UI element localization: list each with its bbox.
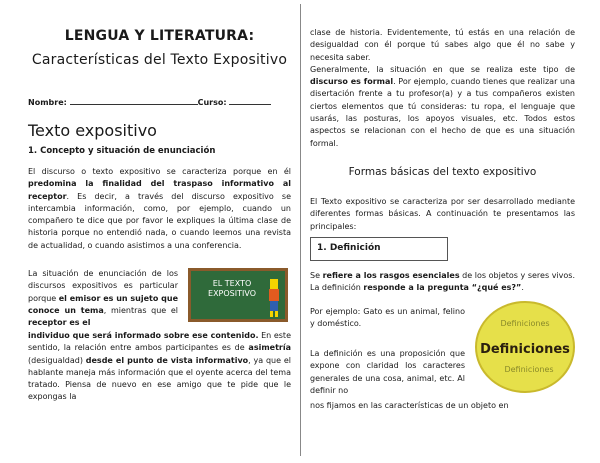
text-run: . Por ejemplo, cuando tienes que realizar una disertación frente a tu profesor(a) y a tus compañeros existen ciertos elementos que tú consideras: tu ropa, el lenguaje que usarás, las posturas, los apoyos visuales, etc. Todos estos aspectos se relacionan con el hecho de que es una situación formal.	[310, 77, 575, 148]
definition-box	[310, 237, 448, 261]
text-run: clase de historia. Evidentemente, tú estás en una relación de desigualdad con él porque tú sabes algo que él no sabe y necesita saber.	[310, 28, 575, 62]
paragraph-intro	[28, 166, 291, 252]
nombre-label: Nombre:	[28, 98, 70, 107]
text-run: . Es decir, a través del discurso expositivo se intercambia información, como, por ejemplo, cuando un compañero te dice que por favor le expliques la última clase de historia porque no entendió nada, o cuando leemos una revista de actualidad, o cuando asistimos a una conferencia.	[28, 191, 291, 250]
text-run: En este sentido, la relación entre ambos participantes es de	[28, 331, 291, 353]
paragraph-formal-situation	[310, 27, 575, 150]
text-run: de los objetos y seres vivos. La definición	[310, 271, 575, 293]
worksheet-title: Características del Texto Expositivo	[31, 52, 288, 68]
chalkboard-image	[188, 268, 288, 322]
badge-top-text: Definiciones	[500, 319, 550, 328]
paragraph-asymmetry	[28, 330, 291, 404]
text-run: , ya que el hablante maneja más información que el oyente acerca del tema tratado. Piensa de nuevo en ese amigo que te pide que le expongas la	[28, 355, 291, 402]
subsection-heading: 1. Concepto y situación de enunciación	[28, 146, 216, 156]
text-run: (desigualdad)	[28, 355, 86, 365]
badge-bottom-text: Definiciones	[504, 365, 554, 374]
student-info-line	[28, 97, 291, 107]
text-run: .	[521, 283, 524, 293]
subject-title: LENGUA Y LITERATURA:	[64, 28, 255, 44]
text-bold: discurso es formal	[310, 77, 394, 87]
text-bold: refiere a los rasgos esenciales	[322, 271, 460, 280]
badge-main-text: Definiciones	[480, 342, 570, 357]
text-bold: predomina la finalidad del traspaso informativo al receptor	[28, 179, 291, 201]
paragraph-example: Por ejemplo: Gato es un animal, felino y doméstico.	[310, 307, 465, 329]
paragraph-definition	[310, 270, 575, 295]
section-heading: Texto expositivo	[28, 121, 157, 140]
text-run: Generalmente, la situación en que se realiza este tipo de	[310, 64, 575, 74]
nombre-blank	[70, 97, 198, 105]
paragraph-formas-intro: El Texto expositivo se caracteriza por ser desarrollado mediante diferentes formas básicas. A continuación te presentamos las principales:	[310, 197, 575, 231]
definition-box-label: 1. Definición	[317, 243, 381, 253]
text-bold: desde el punto de vista informativo	[85, 355, 249, 365]
paragraph-definition-detail: La definición es una proposición que expone con claridad los caracteres generales de una cosa, animal, etc. Al definir no	[310, 349, 465, 395]
paragraph-enunciation	[28, 268, 178, 329]
definiciones-badge-image	[474, 300, 576, 395]
text-run: La situación de enunciación de los discursos expositivos es particular porque	[28, 269, 178, 303]
cartoon-character-icon	[266, 279, 282, 317]
column-divider	[300, 4, 301, 456]
text-bold: individuo que será informado sobre ese contenido.	[28, 331, 259, 340]
section-heading-formas: Formas básicas del texto expositivo	[348, 166, 537, 178]
text-bold: responde a la pregunta “¿qué es?”	[363, 283, 522, 293]
text-bold: asimetría	[248, 343, 291, 353]
text-bold: el emisor es un sujeto que conoce un tema	[28, 293, 178, 315]
text-run: El discurso o texto expositivo se caracteriza porque en él	[28, 167, 291, 176]
chalkboard-text: EL TEXTO EXPOSITIVO	[208, 279, 256, 298]
curso-blank	[229, 97, 271, 105]
text-bold: receptor es el	[28, 318, 91, 328]
paragraph-continuation: nos fijamos en las características de un objeto en	[310, 401, 509, 410]
curso-label: Curso:	[197, 98, 230, 107]
text-run: , mientras que el	[103, 305, 179, 315]
text-run: Se	[310, 271, 323, 280]
